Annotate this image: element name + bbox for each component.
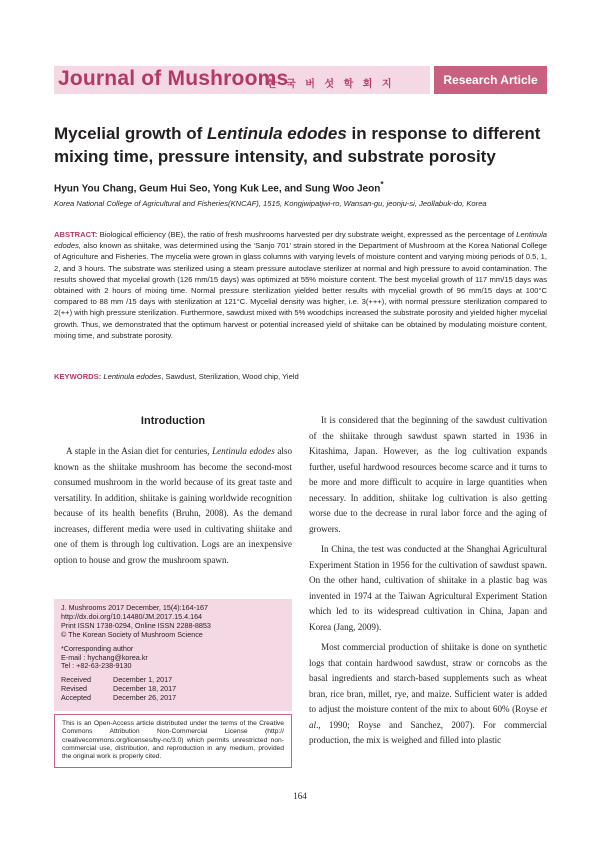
paper-title: [54, 122, 554, 168]
corresponding-author-label: *Corresponding author: [61, 643, 134, 653]
keywords-label: KEYWORDS:: [54, 372, 102, 381]
license-text: This is an Open-Access article distributed under the terms of the Creative Commons Attribution Non-Commercial License (http:// creativecommons.org/licenses/by-nc/3.0) which permits unrestricted non-commercial use, distribution, and reproduction in any medium, provided the original work is properly cited.: [62, 720, 284, 761]
keywords-rest: , Sawdust, Sterilization, Wood chip, Yield: [161, 372, 299, 381]
right-paragraph-2: In China, the test was conducted at the Shanghai Agricultural Experiment Station in 1956 for the cultivation of sawdust spawn. On the other hand, cultivation of shiitake in a plastic bag was invented in 1974 at the Taiwan Agricultural Experiment Station which led to its widespread cultivation in China, Japan and Korea (Jang, 2009).: [309, 544, 547, 632]
right-text-2: ., 1990; Royse and Sanchez, 2007). For commercial production, the mix is weighed and filled into plastic: [309, 719, 547, 745]
article-type-badge: Research Article: [434, 66, 547, 94]
intro-paragraph-1: [54, 444, 292, 568]
affiliation: Korea National College of Agricultural and Fisheries(KNCAF), 1515, Kongjwipatjwi-ro, Wansan-gu, jeonju-si, Jeollabuk-do, Korea: [54, 199, 487, 208]
intro-species: Lentinula edodes: [212, 446, 275, 456]
title-part-2: in response to different mixing time, pressure intensity, and substrate porosity: [54, 124, 541, 166]
journal-header: [54, 66, 547, 94]
copyright: © The Korean Society of Mushroom Science: [61, 629, 203, 639]
title-part-1: Mycelial growth of: [54, 124, 208, 143]
keyword-species: Lentinula edodes: [103, 372, 162, 381]
journal-title-band: [54, 66, 430, 94]
accepted-label: Accepted: [61, 693, 91, 703]
abstract-species: Lentinula edodes,: [54, 230, 547, 251]
doi-link[interactable]: http://dx.doi.org/10.14480/JM.2017.15.4.164: [61, 611, 203, 621]
intro-text-2: also known as the shiitake mushroom has become the second-most consumed mushroom in the world because of its great taste and versatility. In addition, shiitake is gaining worldwide recognition because of its health benefits (Bruhn, 2008). As the demand increases, different media were used in cultivating shiitake and one of them is through log cultivation. Logs are an inexpensive option to house and grow the mushroom spawn.: [54, 446, 292, 565]
revised-label: Revised: [61, 684, 87, 694]
abstract-text-1: Biological efficiency (BE), the ratio of fresh mushrooms harvested per dry substrate weight, expressed as the percentage of: [97, 230, 517, 239]
et-al: et al: [309, 704, 547, 730]
right-paragraph-1: It is considered that the beginning of the sawdust cultivation of the shiitake through sawdust spawn started in 1936 in Kitashima, Japan. However, as the log cultivation expands further, useful hardwood resources become scarce and it turns to be more and more difficult to acquire in large quantities when necessary. In addition, shiitake log cultivation is also getting worse due to the decrease in rural labor force and the aging of growers.: [309, 415, 547, 534]
license-box: [54, 714, 292, 768]
author-names: Hyun You Chang, Geum Hui Seo, Yong Kuk Lee, and Sung Woo Jeon: [54, 183, 381, 195]
journal-korean-title: 한 국 버 섯 학 회 지: [267, 79, 395, 90]
author-email[interactable]: E-mail : hychang@korea.kr: [61, 652, 148, 662]
abstract-text-2: also known as shiitake, was determined using the ‘Sanjo 701’ strain stored in the Department of Mushroom at the Korea National College of Agriculture and Fisheries. The mycelia were grown in glass columns with varying levels of moisture content and varying mixing periods of 0.5, 1, 2, and 3 hours. The substrate was sterilized using a steam pressure autoclave sterilizer at normal and high pressure to avoid contamination. The results showed that mycelial growth (126 mm/15 days) was optimized at 55% moisture content. The best mycelial growth of 117 mm/15 days was obtained with 2 hours of mixing time. Normal pressure sterilization yielded better results with mycelial growth of 96 mm/15 days at 100°C compared to 88 mm /15 days with sterilization at 121°C. Mycelial density was higher, i.e. 3(+++), with normal pressure sterilization compared to 2(++) with high pressure sterilization. Furthermore, sawdust mixed with 5% woodchips increased the substrate porosity and yielded higher mycelial growth. Thus, we demonstrated that the optimum harvest or potential increased yield of shiitake can be obtained by modulating moisture content, mixing time, and substrate porosity.: [54, 241, 547, 340]
corresponding-mark: *: [380, 179, 384, 189]
article-info-box: [54, 599, 292, 711]
received-label: Received: [61, 675, 91, 685]
abstract-label: ABSTRACT:: [54, 230, 98, 239]
right-text-1: Most commercial production of shiitake is done on synthetic logs that contain hardwood sawdust, straw or corncobs as the basal ingredients and starch-based supplements such as wheat bran, rice bran, millet, rye, and maize. Sufficient water is added to adjust the moisture content of the mix to about 60% (Royse: [309, 642, 547, 714]
journal-title: Journal of Mushrooms: [58, 67, 289, 90]
accepted-row: [61, 694, 285, 703]
revised-date: December 18, 2017: [113, 684, 177, 694]
intro-text-1: A staple in the Asian diet for centuries,: [66, 446, 213, 456]
section-heading-introduction: Introduction: [140, 415, 206, 427]
author-phone: Tel : +82-63-238-9130: [61, 661, 132, 671]
right-paragraph-3: [309, 640, 547, 749]
citation: J. Mushrooms 2017 December, 15(4):164-167: [61, 603, 209, 612]
title-species: Lentinula edodes: [207, 124, 347, 143]
right-column: [309, 413, 547, 749]
author-list: [54, 179, 554, 194]
issn: Print ISSN 1738-0294, Online ISSN 2288-8853: [61, 620, 211, 630]
received-date: December 1, 2017: [113, 675, 173, 685]
keywords: [54, 372, 547, 381]
left-column: [54, 415, 292, 568]
page-number: 164: [293, 791, 307, 801]
abstract: [54, 229, 547, 341]
accepted-date: December 26, 2017: [113, 693, 177, 703]
